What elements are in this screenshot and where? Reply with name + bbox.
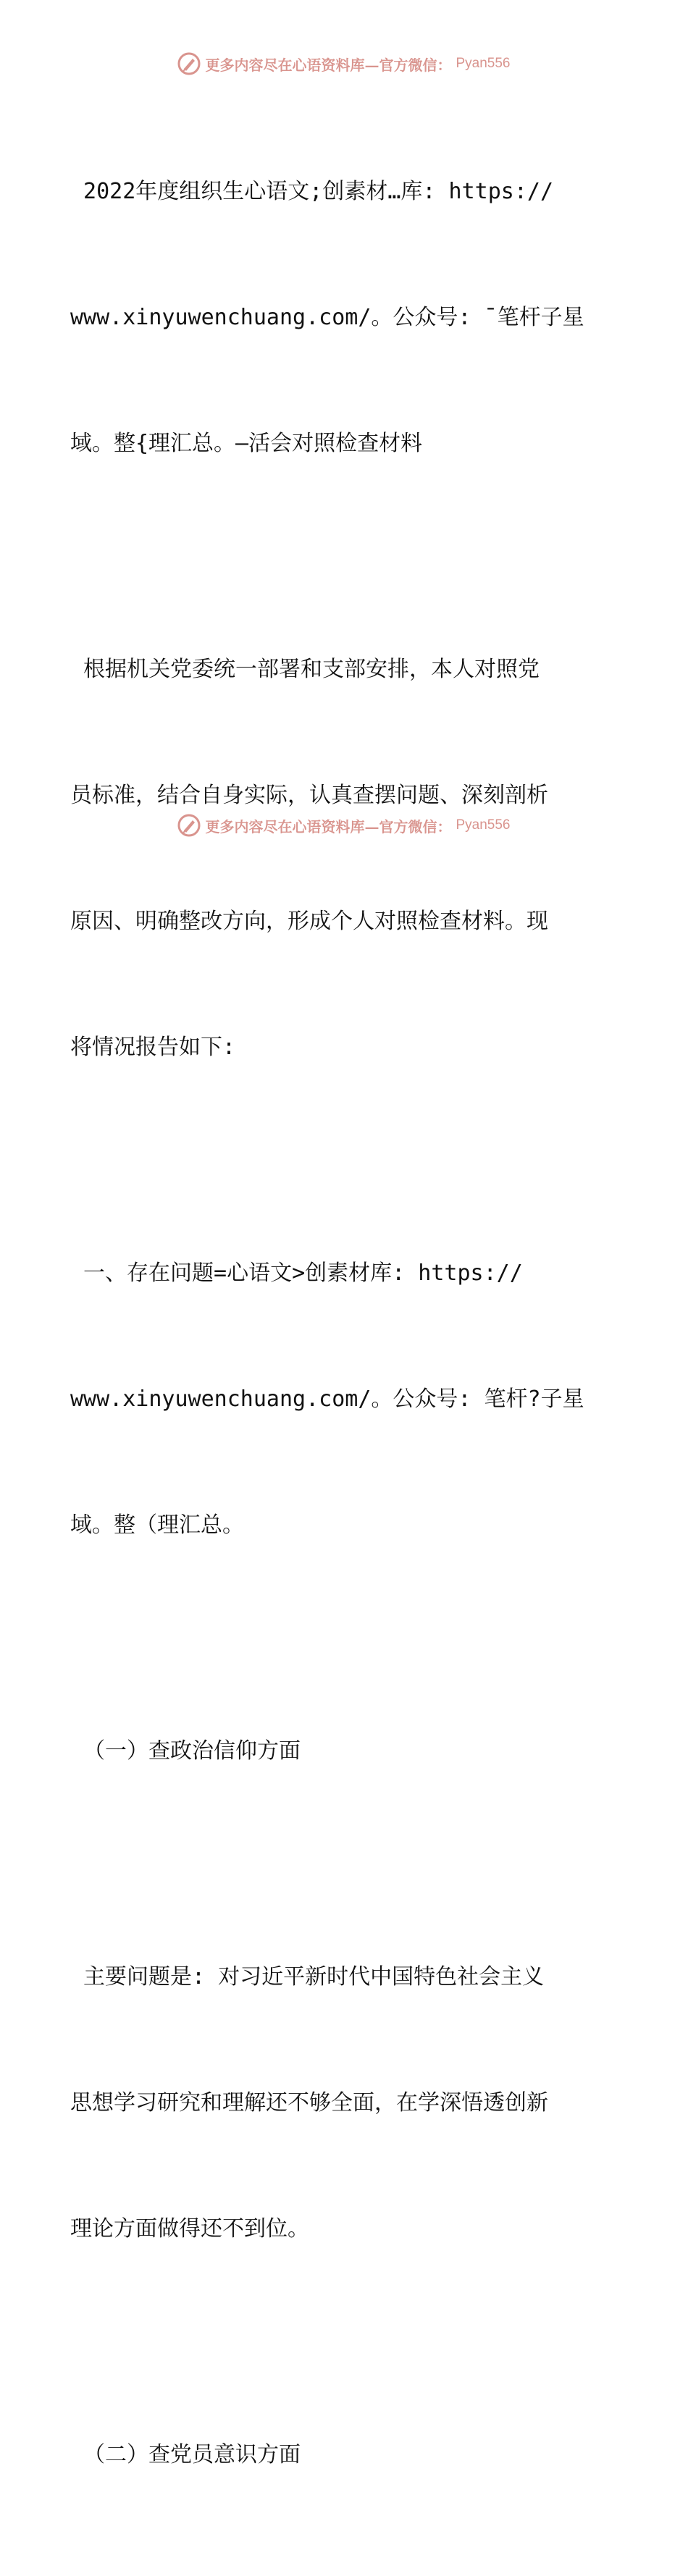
text-line: 将情况报告如下: xyxy=(70,1035,236,1060)
paragraph-intro xyxy=(70,565,621,1153)
subheading-political-belief xyxy=(70,1646,621,1856)
text-line: 思想学习研究和理解还不够全面，在学深悟透创新 xyxy=(70,2090,548,2116)
document-body xyxy=(70,87,621,2576)
text-line: www.xinyuwenchuang.com/。公众号: 笔杆?子星 xyxy=(70,1386,584,1412)
header-watermark-banner xyxy=(0,52,688,75)
text-line: www.xinyuwenchuang.com/。公众号: ¯笔杆子星 xyxy=(70,305,584,330)
text-line: 域。整{理汇总。—活会对照检查材料 xyxy=(70,431,423,456)
text-line: 员标准，结合自身实际，认真查摆问题、深刻剖析 xyxy=(70,783,548,808)
banner-contact: Pyan556 xyxy=(456,56,511,71)
text-line: （一）查政治信仰方面 xyxy=(70,1738,301,1764)
banner-contact: Pyan556 xyxy=(456,817,511,833)
text-line: 域。整（理汇总。 xyxy=(70,1512,244,1538)
banner-text: 更多内容尽在心语资料库—官方微信： xyxy=(205,56,452,74)
text-line: 主要问题是: 对习近平新时代中国特色社会主义 xyxy=(70,1964,545,1990)
footer-watermark-banner xyxy=(0,814,688,837)
text-line: 2022年度组织生心语文;创素材…库: https:// xyxy=(70,179,554,204)
section-heading-problems xyxy=(70,1169,621,1630)
text-line: 一、存在问题=心语文>创素材库: https:// xyxy=(70,1260,523,1286)
paragraph-title xyxy=(70,87,621,549)
text-line: （二）查党员意识方面 xyxy=(70,2442,301,2467)
text-line: 原因、明确整改方向，形成个人对照检查材料。现 xyxy=(70,909,548,934)
subheading-party-awareness xyxy=(70,2350,621,2560)
pen-seal-logo-icon xyxy=(177,814,201,837)
text-line: 根据机关党委统一部署和支部安排，本人对照党 xyxy=(70,657,540,682)
text-line: 理论方面做得还不到位。 xyxy=(70,2216,309,2242)
banner-text: 更多内容尽在心语资料库—官方微信： xyxy=(205,817,452,835)
paragraph-main-problem xyxy=(70,1872,621,2334)
pen-seal-logo-icon xyxy=(177,52,201,75)
